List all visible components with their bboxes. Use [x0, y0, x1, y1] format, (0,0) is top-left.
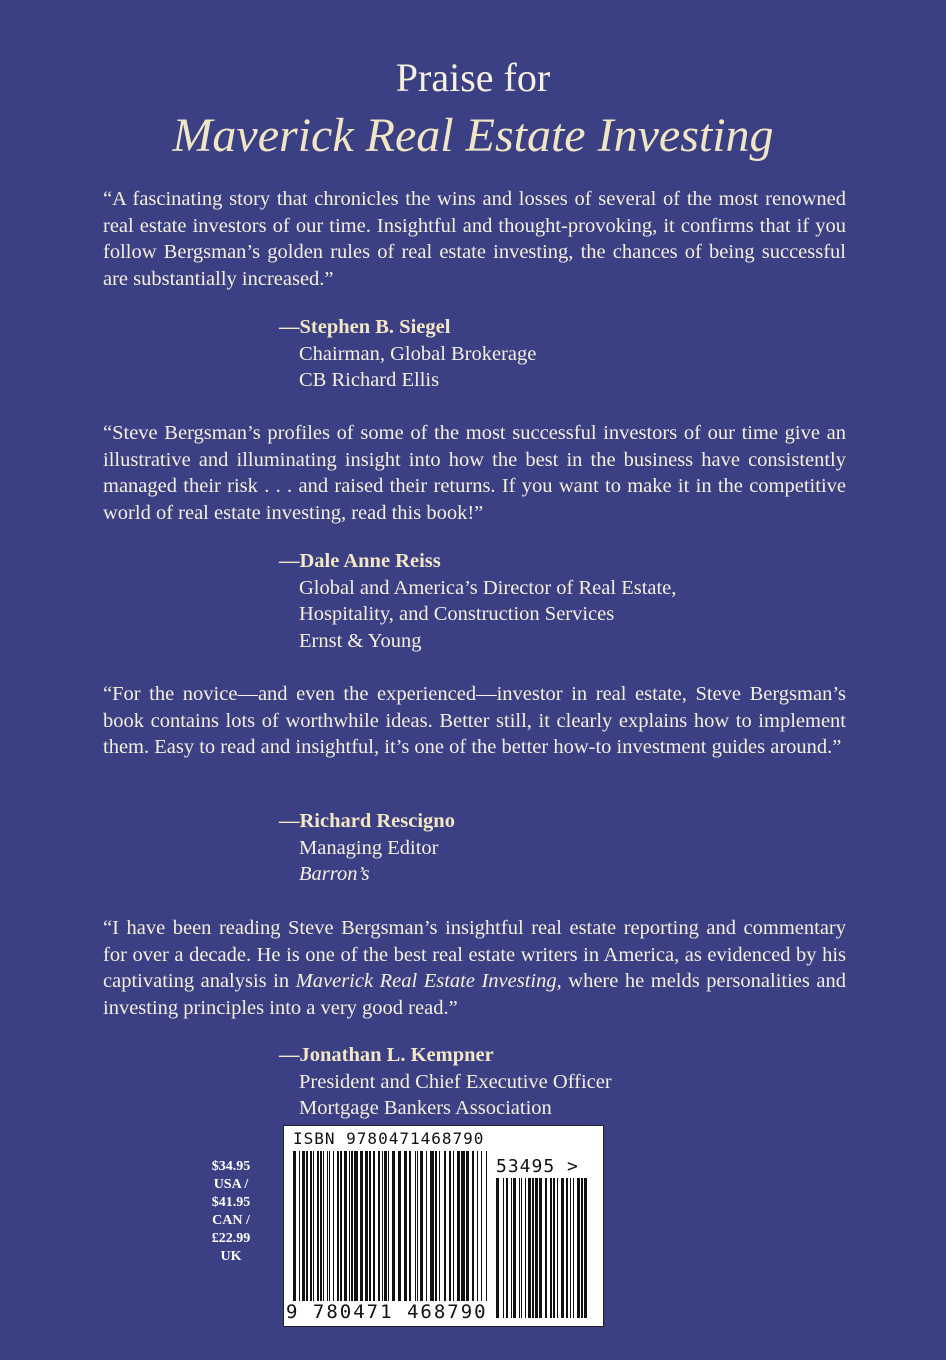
attribution-title: President and Chief Executive Officer [299, 1070, 612, 1093]
barcode-bar [519, 1178, 520, 1318]
attribution-kempner [279, 1042, 612, 1122]
quote-reiss: “Steve Bergsman’s profiles of some of the most successful investors of our time give an illustrative and illuminating insight into how the best in the business have consistently managed their risk . . . and raised their returns. If you want to make it in the competitive world of real estate investing, read this book!” [103, 422, 846, 524]
barcode-bar [306, 1151, 308, 1303]
barcode-bar [566, 1178, 568, 1318]
heading [0, 52, 946, 166]
attribution-org: Mortgage Bankers Association [299, 1097, 552, 1119]
barcode-bar [354, 1151, 358, 1303]
barcode-bar [404, 1151, 407, 1303]
barcode-bar [511, 1178, 512, 1318]
barcode-bar [506, 1178, 508, 1318]
barcode-bar [415, 1151, 416, 1303]
attribution-org: CB Richard Ellis [299, 369, 440, 391]
barcode-bar [310, 1151, 312, 1303]
attribution-org: Ernst & Young [299, 629, 422, 652]
quote-rescigno: “For the novice—and even the experienced—investor in real estate, Steve Bergsman’s book contains lots of worthwhile ideas. Better still, it clearly explains how to implement them. Easy to read and insightful, it’s one of the better how-to investment guides around.” [103, 683, 846, 758]
barcode-bar [329, 1151, 330, 1303]
barcode-bar [392, 1151, 395, 1303]
barcode-bar [496, 1178, 499, 1318]
barcode-bar [528, 1178, 531, 1318]
attribution-name: —Dale Anne Reiss [279, 550, 441, 572]
barcode-bar [417, 1151, 418, 1303]
price-uk: £22.99 [211, 1231, 251, 1246]
barcode-bar [545, 1178, 547, 1318]
barcode-bar [573, 1178, 574, 1318]
barcode-bar [323, 1151, 324, 1303]
barcode-bar [317, 1151, 319, 1303]
price-block [196, 1158, 266, 1266]
attribution-title: Global and America’s Director of Real Estate, [299, 576, 677, 599]
barcode-bar [513, 1178, 516, 1318]
attribution-siegel [279, 314, 537, 394]
barcode-bar [539, 1178, 542, 1318]
barcode-bar [293, 1151, 296, 1303]
barcode-bar [557, 1178, 558, 1318]
barcode-bar [420, 1151, 423, 1303]
barcode-bar [503, 1178, 504, 1318]
barcode-bar [521, 1178, 522, 1318]
attribution-name: —Stephen B. Siegel [279, 316, 451, 338]
barcode-bar [333, 1151, 334, 1303]
barcode-bar [449, 1151, 451, 1303]
barcode-bar [373, 1151, 375, 1303]
barcode-bar [337, 1151, 339, 1303]
barcode-bar [378, 1151, 380, 1303]
barcode-bar [340, 1151, 342, 1303]
price-usa-label: USA / [213, 1177, 249, 1192]
barcode-bar [299, 1151, 300, 1303]
barcode-bar [461, 1151, 465, 1303]
barcode-bar [426, 1151, 427, 1303]
barcode-digits: 9 780471 468790 [286, 1301, 488, 1323]
attribution-rescigno [279, 808, 455, 888]
barcode-bar [398, 1151, 401, 1303]
barcode-bar [388, 1151, 389, 1303]
barcode-bar [477, 1151, 478, 1303]
quote-book-title: Maverick Real Estate Investing, [295, 970, 562, 992]
attribution-org: Barron’s [299, 863, 370, 885]
barcode-bar [535, 1178, 538, 1318]
barcode-bar [550, 1178, 552, 1318]
barcode-bar [481, 1151, 482, 1303]
barcode-bar [320, 1151, 322, 1303]
barcode-bar [409, 1151, 411, 1303]
barcode-bars [293, 1151, 488, 1311]
barcode-bar [581, 1178, 583, 1318]
isbn-label: ISBN 9780471468790 [293, 1129, 485, 1148]
barcode-bar [453, 1151, 454, 1303]
barcode [283, 1125, 604, 1327]
barcode-bar [444, 1151, 446, 1303]
quote-kempner [103, 915, 846, 1021]
barcode-bar [430, 1151, 434, 1303]
barcode-bar [369, 1151, 371, 1303]
barcode-bar [584, 1178, 587, 1318]
barcode-bar [351, 1151, 353, 1303]
barcode-bar [382, 1151, 383, 1303]
heading-praise-for: Praise for [395, 55, 551, 100]
quote-text: “I have been reading Steve Bergsman’s insightful real estate reporting and commentary for over a decade. He is one of the best real estate writers in America, as evidenced by his captivating analysis in [103, 917, 846, 992]
barcode-addon-bars [496, 1178, 591, 1318]
price-can: $41.95 [211, 1195, 251, 1210]
attribution-title: Hospitality, and Construction Services [299, 603, 615, 625]
barcode-bar [577, 1178, 580, 1318]
barcode-addon-code: 53495 > [496, 1156, 579, 1177]
attribution-name: —Richard Rescigno [279, 810, 455, 832]
barcode-bar [532, 1178, 534, 1318]
barcode-bar [344, 1151, 347, 1303]
quote-text: where he melds personalities and investing principles into a very good read.” [103, 970, 846, 1019]
barcode-bar [365, 1151, 368, 1303]
barcode-bar [439, 1151, 440, 1303]
barcode-bar [302, 1151, 305, 1303]
barcode-bar [360, 1151, 363, 1303]
barcode-bar [466, 1151, 469, 1303]
barcode-bar [570, 1178, 571, 1318]
attribution-title: Chairman, Global Brokerage [299, 342, 537, 365]
book-title: Maverick Real Estate Investing [172, 109, 774, 162]
barcode-bar [327, 1151, 328, 1303]
quote-siegel: “A fascinating story that chronicles the wins and losses of several of the most renowned real estate investors of our time. Insightful and thought-provoking, it confirms that if you follow Bergsman’s golden rules of real estate investing, the chances of being successful are substantially increased.” [103, 188, 846, 290]
attribution-reiss [279, 548, 677, 654]
barcode-bar [457, 1151, 460, 1303]
price-usa: $34.95 [211, 1159, 251, 1174]
barcode-bar [384, 1151, 387, 1303]
attribution-title: Managing Editor [299, 836, 439, 859]
barcode-bar [561, 1178, 564, 1318]
barcode-bar [472, 1151, 474, 1303]
barcode-bar [349, 1151, 350, 1303]
barcode-bar [553, 1178, 555, 1318]
barcode-bar [525, 1178, 526, 1318]
price-can-label: CAN / [212, 1213, 250, 1228]
price-uk-label: UK [220, 1249, 242, 1264]
attribution-name: —Jonathan L. Kempner [279, 1044, 494, 1066]
barcode-bar [486, 1151, 487, 1303]
barcode-bar [435, 1151, 437, 1303]
barcode-bar [313, 1151, 314, 1303]
